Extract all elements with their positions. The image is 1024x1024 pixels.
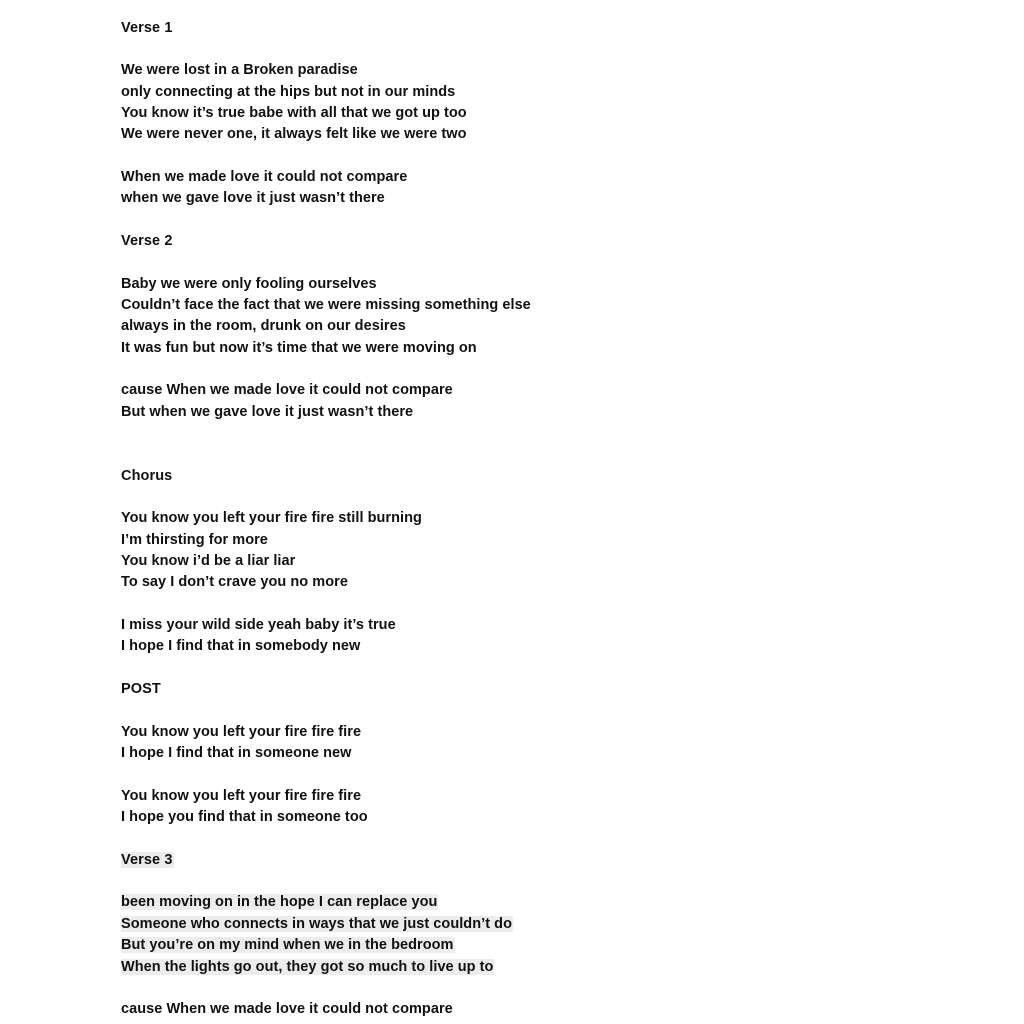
lyric-line: Baby we were only fooling ourselves [121, 276, 377, 292]
lyric-line: only connecting at the hips but not in our minds [121, 84, 456, 100]
lyric-line: We were never one, it always felt like we were two [121, 126, 467, 142]
lyric-line: You know i’d be a liar liar [121, 553, 296, 569]
lyric-line: Couldn’t face the fact that we were missing something else [121, 297, 531, 313]
lyric-line: You know you left your fire fire fire [121, 724, 362, 740]
lyric-line: I’m thirsting for more [121, 532, 268, 548]
lyric-line: You know you left your fire fire fire [121, 788, 362, 804]
highlighted-text: Verse 3 [121, 852, 173, 868]
lyric-line [121, 893, 438, 911]
lyric-line: when we gave love it just wasn’t there [121, 190, 385, 206]
highlighted-text: But you’re on my mind when we in the bedroom [121, 937, 454, 953]
lyric-line: It was fun but now it’s time that we were moving on [121, 340, 477, 356]
lyric-line: I miss your wild side yeah baby it’s true [121, 617, 396, 633]
lyric-line: I hope I find that in somebody new [121, 638, 361, 654]
section-heading-verse-3 [121, 851, 174, 869]
lyric-line: always in the room, drunk on our desires [121, 318, 406, 334]
section-heading-verse-1: Verse 1 [121, 20, 173, 36]
lyric-line: You know you left your fire fire still burning [121, 510, 422, 526]
section-heading-post: POST [121, 681, 161, 697]
lyric-line: cause When we made love it could not compare [121, 1001, 453, 1017]
highlighted-text: Someone who connects in ways that we just couldn’t do [121, 916, 512, 932]
highlighted-text: been moving on in the hope I can replace you [121, 894, 438, 910]
lyric-line: But when we gave love it just wasn’t there [121, 404, 414, 420]
lyric-line: To say I don’t crave you no more [121, 574, 348, 590]
lyric-line: I hope you find that in someone too [121, 809, 368, 825]
lyric-line: You know it’s true babe with all that we got up too [121, 105, 467, 121]
lyric-line: I hope I find that in someone new [121, 745, 352, 761]
section-heading-chorus: Chorus [121, 468, 173, 484]
highlighted-text: When the lights go out, they got so much to live up to [121, 959, 494, 975]
lyric-line: cause When we made love it could not compare [121, 382, 453, 398]
lyric-line [121, 915, 513, 933]
lyric-line [121, 958, 494, 976]
lyric-line: When we made love it could not compare [121, 169, 408, 185]
lyric-line: We were lost in a Broken paradise [121, 62, 358, 78]
lyric-line [121, 936, 455, 954]
section-heading-verse-2: Verse 2 [121, 233, 173, 249]
